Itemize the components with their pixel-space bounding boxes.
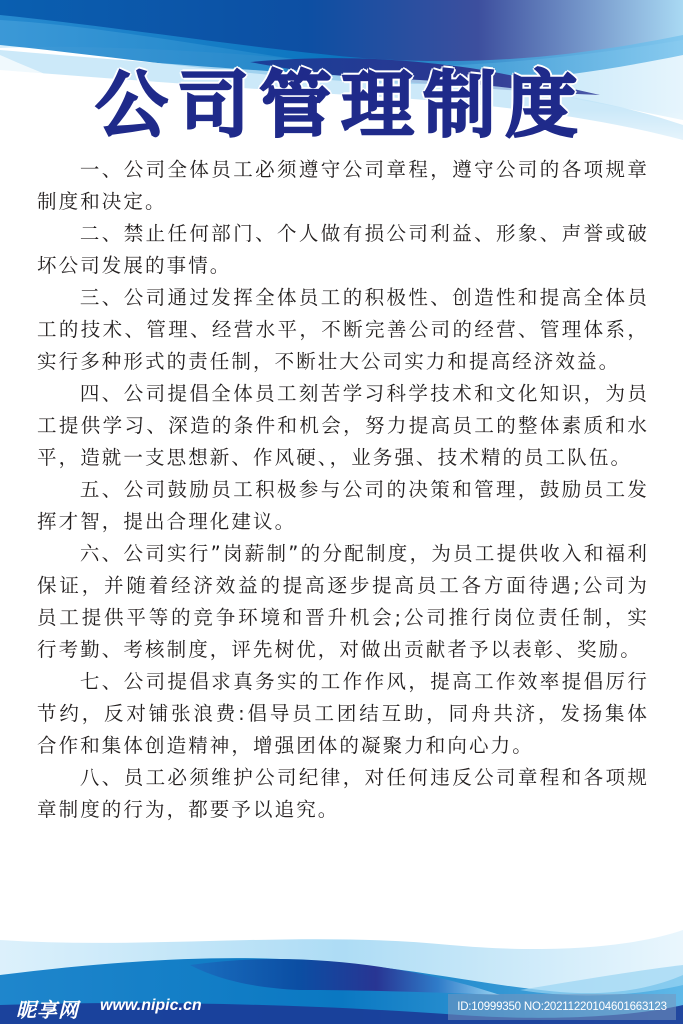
watermark-id: ID:10999350 NO:20211220104601663123 [448, 994, 676, 1020]
article-7: 七、公司提倡求真务实的工作作风，提高工作效率提倡厉行节约，反对铺张浪费:倡导员工团结互助，同舟共济，发扬集体合作和集体创造精神，增强团体的凝聚力和向心力。 [37, 670, 649, 757]
article-6: 六、公司实行”岗薪制”的分配制度，为员工提供收入和福利保证，并随着经济效益的提高逐步提高员工各方面待遇;公司为员工提供平等的竞争环境和晋升机会;公司推行岗位责任制，实行考勤、考核制度，评先树优，对做出贡献者予以表彰、奖励。 [37, 542, 649, 661]
watermark-url: www.nipic.cn [100, 997, 202, 1014]
regulation-articles [37, 154, 649, 826]
article-3: 三、公司通过发挥全体员工的积极性、创造性和提高全体员工的技术、管理、经营水平，不断完善公司的经营、管理体系，实行多种形式的责任制，不断壮大公司实力和提高经济效益。 [37, 286, 649, 373]
poster-title: 公司管理制度 [95, 63, 588, 147]
watermark-logo: 昵享网 [16, 998, 79, 1022]
article-2: 二、禁止任何部门、个人做有损公司利益、形象、声誉或破坏公司发展的事情。 [37, 222, 649, 277]
article-1: 一、公司全体员工必须遵守公司章程，遵守公司的各项规章制度和决定。 [37, 158, 649, 213]
article-4: 四、公司提倡全体员工刻苦学习科学技术和文化知识，为员工提供学习、深造的条件和机会，努力提高员工的整体素质和水平，造就一支思想新、作风硬、，业务强、技术精的员工队伍。 [37, 382, 649, 469]
article-8: 八、员工必须维护公司纪律，对任何违反公司章程和各项规章制度的行为，都要予以追究。 [37, 766, 649, 821]
article-5: 五、公司鼓励员工积极参与公司的决策和管理，鼓励员工发挥才智，提出合理化建议。 [37, 478, 649, 533]
